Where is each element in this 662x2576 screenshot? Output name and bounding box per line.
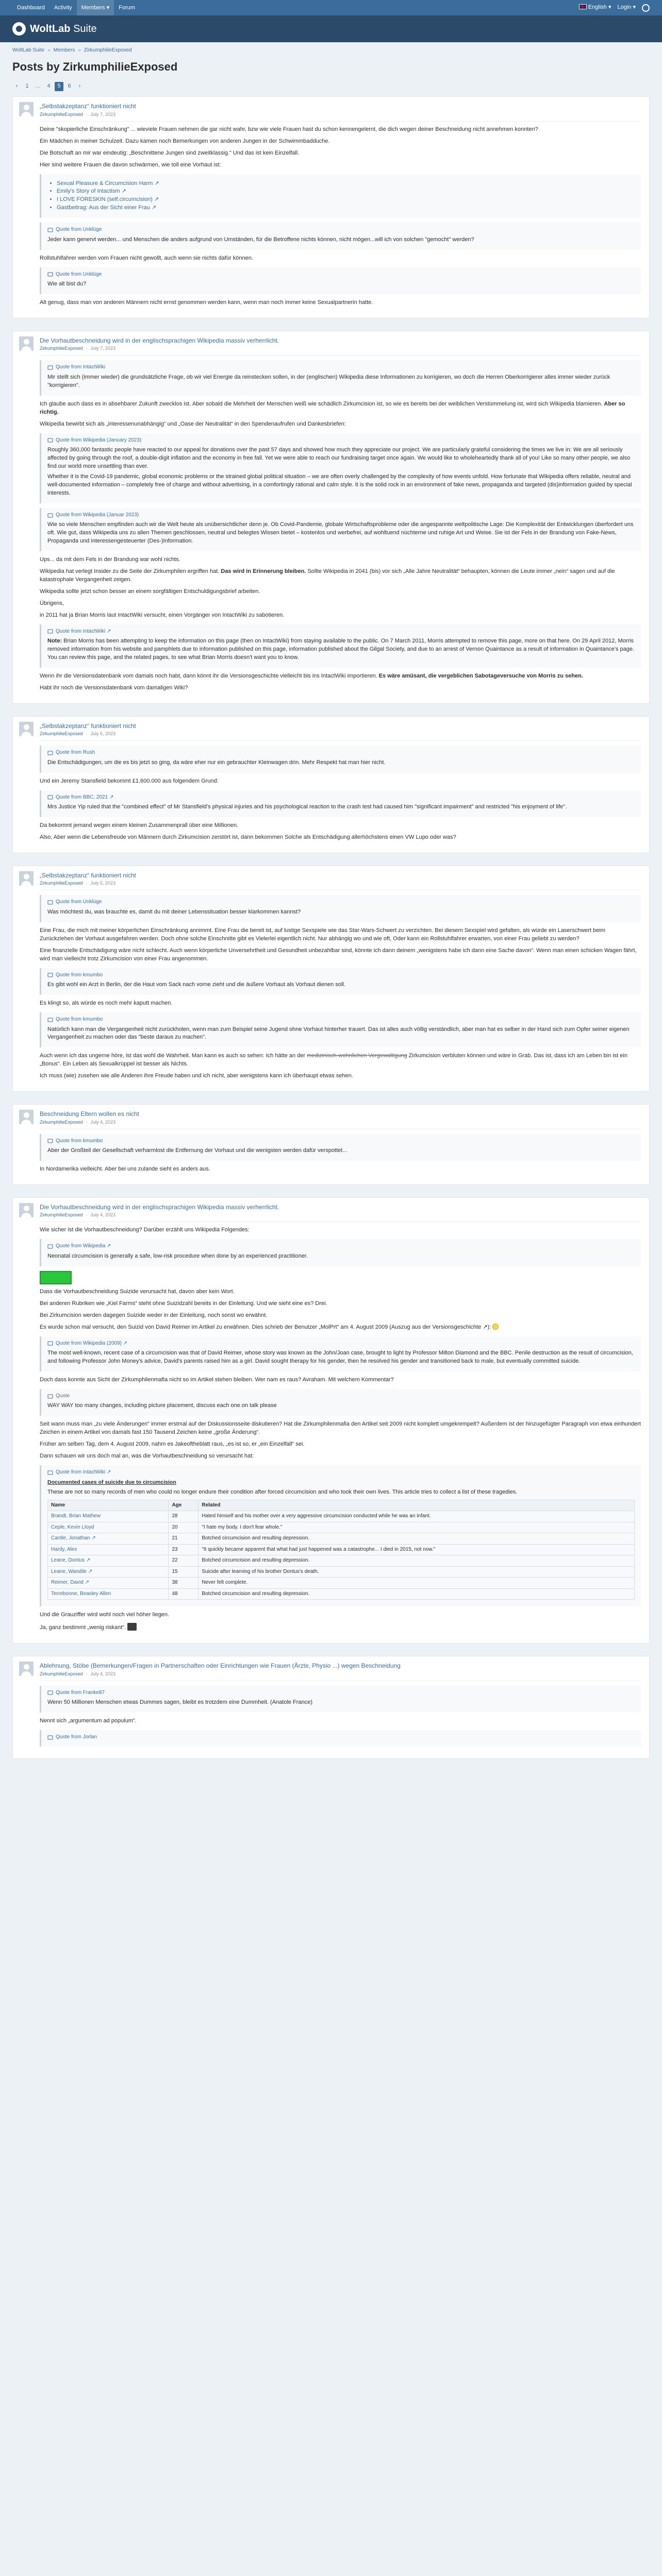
table-cell-name[interactable]: Leane, Wandile ↗ [48, 1566, 169, 1578]
post-date: July 4, 2023 [90, 1119, 116, 1125]
table-cell-age: 28 [169, 1511, 198, 1522]
quote-source[interactable]: Quote from Unklüge [56, 899, 102, 905]
quote-icon [47, 795, 53, 800]
quote-icon [47, 272, 53, 277]
pagination-next[interactable]: › [78, 83, 81, 90]
post-date: July 4, 2023 [90, 1671, 116, 1676]
pagination-page-5[interactable]: 5 [55, 82, 63, 91]
table-cell-name[interactable]: Leane, Dontus ↗ [48, 1555, 169, 1567]
quote-source[interactable]: Quote from kmumbo [56, 1138, 103, 1144]
quote-block [40, 1012, 641, 1047]
post-title-link[interactable]: Ablehnung, Stöbe (Bemerkungen/Fragen in Partnerschaften oder Einrichtungen wie Frauen (Ärzte, Physio ...) wegen Beschneidung [40, 1662, 401, 1670]
post-paragraph: Es wurde schon mal versucht, den Suizid von David Reimer im Artikel zu erwähnen. Dies schrieb der Benutzer „MolPrt" am 4. August 2009 (Auszug aus der Versionsgeschichte ↗): [40, 1324, 641, 1332]
table-cell-age: 21 [169, 1533, 198, 1545]
post: Ablehnung, Stöbe (Bemerkungen/Fragen in Partnerschaften oder Einrichtungen wie Frauen (Ärzte, Physio ...) wegen Beschneidung ZirkumphilieExposed · July 4, 2023 Quote from Franke87 Wenn 50 Millionen Menschen etwas Dummes sagen, bleibt es trotzdem eine Dummheit. (Anatole France) Nennt sich „argumentum ad populum“. Quote from Jorlan [12, 1656, 650, 1759]
post-paragraph: Wikipedia sollte jetzt schon besser an einem sorgfältigen Entschuldigungsbrief arbeiten. [40, 588, 260, 595]
site-header [0, 15, 662, 42]
pagination-ellipsis: … [35, 83, 41, 90]
quote-source[interactable]: Quote from kmumbo [56, 1016, 103, 1023]
quote-text: Note: Brian Morris has been attempting to keep the information on this page (then on IntactWiki) from staying available to the public. On 7 March 2011, Morris attempted to remove this page, more on that here. On 29 April 2012, Morris removed information from his website and pamphlets due to information published on this page, information published about the Gilgal Society, and due to an arrest of Vernon Quaintance as a result of information in Quaintance's page. You can review this page, and the related pages, to see what Brian Morris doesn't want you to know. [47, 638, 635, 661]
quote-source[interactable]: Quote from IntactWiki ↗ [56, 628, 111, 634]
quote-source[interactable]: Quote from Franke87 [56, 1689, 105, 1696]
top-bar [0, 0, 662, 15]
post-paragraph: Bei anderen Rubriken wie „Kiel Farms“ steht ohne Suizidzahl bereits in der Einleitung. Und wie sieht eine es? Drei. [40, 1300, 327, 1307]
nav-members[interactable]: Members ▾ [77, 0, 114, 15]
avatar[interactable] [19, 871, 34, 886]
uk-flag-icon [579, 4, 587, 9]
post: „Selbstakzeptanz“ funktioniert nicht ZirkumphilieExposed · July 7, 2023 Deine "skopierliche Einschränkung" ... wieviele Frauen nehmen die gar nicht wahr, bzw wie viele Frauen hast du schon kennengelernt, die dich wegen deiner Beschneidung nicht annehmen konnten? Ein Mädchen in meiner Schulzeit. Dazu kamen noch Bemerkungen von anderen Jungen in der Schwimmbadduche. Die Botschaft an mir war eindeutig: „Beschnittene Jungen sind zweitklassig.“ Und das ist kein Einzelfall. Hier sind weitere Frauen die davon schwärmen, wie toll eine Vorhaut ist: • Sexual Pleasure & Circumcision Harm ↗ • Emily's Story of Intactism ↗ • I LOVE FORESKIN (self.circumcision) ↗ • Gastbeitrag: Aus der Sicht einer Frau ↗ Quote from Unklüge Jeder kann genervt werden... und Menschen die anders aufgrund von Umständen, für die Betroffene nichts können, nicht mögen...will ich von solchen "gemocht" werden? Rollstuhlfahrer werden vom Frauen nicht gewollt, auch wenn sie nichts dafür können. Quote from Unklüge Wie alt bist du? Alt genug, dass man von anderen Männern nicht ernst genommen werden kann, wenn man noch immer keine Sexualpartnerin hatte. [12, 96, 650, 318]
external-link[interactable]: • I LOVE FORESKIN (self.circumcision) ↗ [57, 196, 635, 204]
language-label: English [588, 4, 607, 11]
avatar[interactable] [19, 1203, 34, 1217]
quote-icon [47, 1139, 53, 1143]
quote-icon [47, 900, 53, 905]
login-button[interactable]: Login ▾ [617, 4, 636, 11]
quote-text: Wie alt bist du? [47, 281, 87, 287]
quote-source[interactable]: Quote from kmumbo [56, 972, 103, 978]
quote-block [40, 360, 641, 395]
avatar[interactable] [19, 336, 34, 351]
pagination-page-1[interactable]: 1 [25, 83, 29, 90]
pagination-page-6[interactable]: 6 [68, 83, 71, 90]
post-title-link[interactable]: „Selbstakzeptanz“ funktioniert nicht [40, 872, 136, 879]
breadcrumb-home[interactable]: WoltLab Suite [12, 47, 45, 53]
post-paragraph: Ups... da mit dem Fels in der Brandung war wohl nichts. [40, 556, 180, 563]
embedded-image [40, 1271, 72, 1284]
post-paragraph: Hier sind weitere Frauen die davon schwärmen, wie toll eine Vorhaut ist: [40, 161, 221, 168]
post-paragraph: Bei Zirkumcision werden dagegen Suizide weder in der Einleitung, noch sonst wo erwähnt. [40, 1312, 268, 1318]
quote-icon [47, 228, 53, 232]
external-link[interactable]: • Emily's Story of Intactism ↗ [57, 188, 635, 196]
table-cell-name[interactable]: Brandt, Brian Mathew [48, 1511, 169, 1522]
post-paragraph: Ein Mädchen in meiner Schulzeit. Dazu kamen noch Bemerkungen von anderen Jungen in der Schwimmbadduche. [40, 138, 330, 144]
table-cell-name[interactable]: Hardy, Alex [48, 1544, 169, 1555]
external-link[interactable]: • Gastbeitrag: Aus der Sicht einer Frau ↗ [57, 204, 635, 212]
table-cell-name[interactable]: Reimer, David ↗ [48, 1578, 169, 1589]
post-author[interactable]: ZirkumphilieExposed [40, 1119, 83, 1125]
table-cell-name[interactable]: Ceple, Kevin Lloyd [48, 1522, 169, 1533]
quote-icon [47, 1244, 53, 1249]
post-paragraph: Die Botschaft an mir war eindeutig: „Beschnittene Jungen sind zweitklassig.“ Und das ist kein Einzelfall. [40, 149, 300, 156]
language-selector[interactable]: English ▾ [579, 4, 611, 12]
site-logo-text[interactable]: WoltLab Suite [30, 23, 97, 35]
post-paragraph: Ja, ganz bestimmt „wenig riskant“. [40, 1623, 641, 1632]
quote-text: Aber der Großteil der Gesellschaft verharmlost die Entfernung der Vorhaut und die wenigsten werden dafür verspottet... [47, 1147, 347, 1154]
avatar[interactable] [19, 722, 34, 736]
table-cell-related: "It quickly became apparent that what had just happened was a catastrophe... I died in 2015, not now." [198, 1544, 635, 1555]
post-paragraph: Es klingt so, als würde es noch mehr kaputt machen. [40, 1000, 173, 1007]
table-cell-related: Hated himself and his mother over a very aggressive circumcision conducted while he was an infant. [198, 1511, 635, 1522]
quote-icon [47, 1735, 53, 1740]
table-cell-age: 38 [169, 1578, 198, 1589]
quote-text: Mrs Justice Yip ruled that the "combined effect" of Mr Stansfield's physical injuries and his psychological reaction to the crash test had caused him "significant impairment" and restricted "his enjoyment of life". [47, 804, 567, 810]
quote-source: Quote [56, 1393, 70, 1399]
post-paragraph: Und die Grauziffer wird wohl noch viel höher liegen. [40, 1612, 170, 1618]
table-cell-age: 22 [169, 1555, 198, 1567]
quote-block [40, 1389, 641, 1416]
quote-block [40, 1686, 641, 1713]
post-paragraph: Dass die Vorhautbeschneidung Suizide verursacht hat, davon aber kein Wort. [40, 1288, 235, 1295]
post: Die Vorhautbeschneidung wird in der englischsprachigen Wikipedia massiv verherrlicht. ZirkumphilieExposed · July 4, 2023 Wie sicher ist die Vorhautbeschneidung? Darüber erzählt uns Wikipedia Folgendes: Quote from Wikipedia ↗ Neonatal circumcision is generally a safe, low-risk procedure when done by an experienced practitioner. Dass die Vorhautbeschneidung Suizide verursacht hat, davon aber kein Wort. Bei anderen Rubriken wie „Kiel Farms“ steht ohne Suizidzahl bereits in der Einleitung. Und wie sieht eine es? Drei. Bei Zirkumcision werden dagegen Suizide weder in der Einleitung, noch sonst wo erwähnt. Es wurde schon mal versucht, den Suizid von David Reimer im Artikel zu erwähnen. Dies schrieb der Benutzer „MolPrt" am 4. August 2009 (Auszug aus der Versionsgeschichte ↗): Quote from Wikipedia (2009) ↗ The most well-known, recent case of a circumcision was that of David Reimer, whose story was known as the John/Joan case, brought to light by Professor Milton Diamond and the BBC. Penile destruction as the result of circumcision, and following Professor John Money's advice, David's parents raised him as a girl. David sought therapy for his gender, then he resolved his gender and transitioned back to male, but eventually committed suicide. Doch dass konnte aus Sicht der Zirkumphilenmafia nicht so im Artikel stehen bleiben. Wer nam es raus? Avraham. Mit welchem Kommentar? Quote WAY WAY too many changes, including picture placement, discuss each one on talk please Seit wann muss man „zu viele Änderungen“ immer erstmal auf der Diskussionsseite diskutieren? Hat die Zirkumphilenmafia den Artikel seit 2009 nicht komplett umgekrempelt? Außerdem ist der hinzugefügter Paragraph von etwa einhundert Zeichen in einem Artikel von damals fast 150 Tausend Zeichen keine „große Änderung“. Früher am selben Tag, dem 4. August 2009, nahm es Jakeoftheblatt raus, „es ist so, er „ein Einzelfall“ sei. Dann schauen wir uns doch mal an, was die Vorhautbeschneidung so verursacht hat: Quote from IntactWiki ↗ Documented cases of suicide due to circumcision These are not so many records of men who could no longer endure their condition after forced circumcision and who took their own lives. This article tries to collect a list of these tragedies. Name Age Related Brandt, Brian Mathew 28 Hated himself and his mother over a very aggressive circumcision conducted while he was an infant. Ceple, Kevin Lloyd 20 "I hate my body. I don't fear whole." Cantle, Jonathan ↗ 21 Botched circumcision and resulting depression. Hardy, Alex 23 "It quickly became apparent that what had just happened was a catastrophe... I died in 2015, not now." Leane, Dontus ↗ 22 Botched circumcision and resulting depression. Leane, Wandile ↗ 15 Suicide after learning of his brother Dontus's death. Reimer, David ↗ 38 Never felt complete. Terrebonne, Beasley Allen 48 Botched circumcision and resulting depression. Und die Grauziffer wird wohl noch viel höher liegen. Ja, ganz bestimmt „wenig riskant“. [12, 1197, 650, 1643]
quote-text: These are not so many records of men who could no longer endure their condition after forced circumcision and who took their own lives. This article tries to collect a list of these tragedies. [47, 1488, 518, 1495]
post-paragraph: Deine "skopierliche Einschränkung" ... wieviele Frauen nehmen die gar nicht wahr, bzw wie viele Frauen hast du schon kennengelernt, die dich wegen deiner Beschneidung nicht annehmen konnten? [40, 126, 538, 132]
quote-block [40, 267, 641, 294]
quote-block [40, 1134, 641, 1161]
post: Die Vorhautbeschneidung wird in der englischsprachigen Wikipedia massiv verherrlicht. ZirkumphilieExposed · July 7, 2023 Quote from IntactWiki Mir stellt sich (immer wieder) die grundsätzliche Frage, ob wir viel Energie da reinstecken sollen, in der (englischen) Wikipedia diese Informationen zu korrigieren, wo doch die Herren Oberkorrigierer alles immer wieder zurück "korrigieren". Ich glaube auch dass es in absehbarer Zukunft zwecklos ist. Aber sobald die Mehrheit der Menschen weiß wie schädlich Zirkumcision ist, so wie es bereits bei der weiblichen Verstümmelung ist, wird sich Wikipedia blamieren. Aber so richtig. Wikipedia bewirbt sich als „interessenunabhängig“ und „Oase der Neutralität“ in den Spendenaufrufen und Dankesbriefen: Quote from Wikipedia (January 2023) Roughly 360,000 fantastic people have reacted to our appeal for donations over the past 57 days and showed how much they appreciate our project. We are particularly grateful considering the times we live in: We are all seriously affected by going through the roof, a double-digit inflation and the economy in free fall. Yet we were able to reach our fundraising target once again. We would like to wholeheartedly thank all of you! Like so many other people, we also find our world more unsettling than ever. Whether it is the Covid-19 pandemic, global economic problems or the strained global political situation – we are often overly challenged by the complexity of how events unfold. How fortunate that Wikipedia offers reliable, neutral and well-documented information – completely free of charge and without advertising, in a comfortingly rational and calm style. It is the solid rock in an environment of fake news, propaganda and targeted (dis)information guided by special interests. Quote from Wikipedia (Januar 2023) Wie so viele Menschen empfinden auch wir die Welt heute als unübersichtlicher denn je. Ob Covid-Pandemie, globale Wirtschaftsprobleme oder die angespannte weltpolitische Lage: Die Komplexität der Entwicklungen überfordert uns oft. Wie gut, dass Wikipedia uns zu allen Themen geschlossen, neutral und belegtes Wissen bietet – kostenlos und werbefrei, auf wohltuend nüchterne und ruhige Art und Weise. Sie ist der Fels in der Brandung von Fake-News, Propaganda und interessengesteuerter (Des-)Information. Ups... da mit dem Fels in der Brandung war wohl nichts. Wikipedia hat verlegt Insider zu die Seite der Zirkumphilen ergriffen hat. Das wird in Erinnerung bleiben. Sollte Wikipedia in 2041 (bis) vor sich „Alle Jahre Neutralität“ behaupten, können die Leute immer „nein“ sagen und auf die katastrophale Vergangenheit zeigen. Wikipedia sollte jetzt schon besser an einem sorgfältigen Entschuldigungsbrief arbeiten. Übrigens, in 2011 hat ja Brian Morris laut IntactWiki versucht, einen Vorgänger von IntactWiki zu sabotieren. Quote from IntactWiki ↗ Note: Brian Morris has been attempting to keep the information on this page (then on IntactWiki) from staying available to the public. On 7 March 2011, Morris attempted to remove this page, more on that here. On 29 April 2012, Morris removed information from his website and pamphlets due to information published on this page, information published about the Gilgal Society, and due to an arrest of Vernon Quaintance as a result of information in Quaintance's page. You can review this page, and the related pages, to see what Brian Morris doesn't want you to know. Wenn ihr die Versionsdatenbank vom damals noch habt, dann könnt ihr die Versionsgeschichte vielleicht bis ins IntactWiki importieren. Es wäre amüsant, die vergeblichen Sabotageversuche von Morris zu sehen. Habt ihr noch die Versionsdatenbank vom damaligen Wiki? [12, 331, 650, 704]
table-cell-related: "I hate my body. I don't fear whole." [198, 1522, 635, 1533]
post-paragraph: Wikipedia bewirbt sich als „interessenunabhängig“ und „Oase der Neutralität“ in den Spendenaufrufen und Dankesbriefen: [40, 420, 346, 427]
nav-forum[interactable]: Forum [119, 5, 135, 11]
post-paragraph: in 2011 hat ja Brian Morris laut IntactWiki versucht, einen Vorgänger von IntactWiki zu sabotieren. [40, 612, 285, 618]
pagination-prev[interactable]: ‹ [15, 83, 18, 90]
post-paragraph: Ich glaube auch dass es in absehbarer Zukunft zwecklos ist. Aber sobald die Mehrheit der Menschen weiß wie schädlich Zirkumcision ist, so wie es bereits bei der weiblichen Verstümmelung ist, wird sich Wikipedia blamieren. Aber so richtig. [40, 400, 625, 415]
quote-text: Jeder kann genervt werden... und Menschen die anders aufgrund von Umständen, für die Betroffene nichts können, nicht mögen...will ich von solchen "gemocht" werden? [47, 236, 474, 243]
table-row [48, 1522, 635, 1533]
quote-source[interactable]: Quote from Wikipedia (January 2023) [56, 437, 142, 443]
table-cell-related: Botched circumcision and resulting depression. [198, 1555, 635, 1567]
post-date: July 7, 2023 [90, 346, 116, 351]
breadcrumb: WoltLab Suite » Members » ZirkumphilieExposed [12, 42, 650, 55]
post-paragraph: Da bekommt jemand wegen einem kleinen Zusammenprall über eine Millionen. [40, 822, 239, 829]
table-row [48, 1566, 635, 1578]
post-author[interactable]: ZirkumphilieExposed [40, 346, 83, 351]
post: „Selbstakzeptanz“ funktioniert nicht ZirkumphilieExposed · July 5, 2023 Quote from Rush Die Entschädigungen, um die es bis jetzt so ging, da wäre eher nur ein gebrauchter Kleinwagen drin. Mehr Respekt hat man hier nicht. Und ein Jeremy Stansfield bekommt £1.600.000 aus folgendem Grund: Quote from BBC, 2021 ↗ Mrs Justice Yip ruled that the "combined effect" of Mr Stansfield's physical injuries and his psychological reaction to the crash test had caused him "significant impairment" and restricted "his enjoyment of life". Da bekommt jemand wegen einem kleinen Zusammenprall über eine Millionen. Also, Aber wenn die Lebensfreude von Männern durch Zirkumcision zerstört ist, dann bekommen Solche als Entschädigung allerhöchstens einen VW Lupo oder was? [12, 716, 650, 853]
post-paragraph: Habt ihr noch die Versionsdatenbank vom damaligen Wiki? [40, 684, 188, 691]
post-list [12, 96, 650, 1759]
quote-block [40, 745, 641, 772]
quote-icon [47, 629, 53, 634]
avatar[interactable] [19, 102, 34, 116]
quote-source[interactable]: Quote from Unklüge [56, 271, 102, 277]
post-paragraph: Rollstuhlfahrer werden vom Frauen nicht gewollt, auch wenn sie nichts dafür können. [40, 255, 253, 261]
table-cell-related: Never felt complete. [198, 1578, 635, 1589]
post: „Selbstakzeptanz“ funktioniert nicht ZirkumphilieExposed · July 5, 2023 Quote from Unklüge Was möchtest du, was brauchte es, damit du mit deiner Lebenssituation besser klarkommen kannst? Eine Frau, die mich mit meiner körperlichen Einschränkung annimmt. Eine Frau die bereit ist, auf lustige Sexspiele wie das Star-Wars-Schwert zu verzichten. Bei diesem Sexspiel wird gefalten, als würde ein Laserschwert beim Zurückziehen der Vorhaut ausgefahren werden. Doch ohne solche Einschnitte gibt es Vielerlei eigentlich nicht. Nur abhängig wo und wie oft, Oder kann ein Rollstuhlfahrer erwarten, von einer Frau geliebt zu werden? Eine finanzielle Entschädigung wäre nicht schlecht. Auch wenn körperliche Unversehrtheit und Gesundheit unbezahlbar sind, könnte ich dann deinem „wenigstens habe ich dann eine Sache davon“. Wenn man einen schicken Wagen fährt, wird man vielleicht trotz Zirkumcision von einer Frau angenommen. Quote from kmumbo Es gibt wohl ein Arzt in Berlin, der die Haut vom Sack nach vorne zieht und die äußere Vorhaut als Vorhaut dienen soll. Es klingt so, als würde es noch mehr kaputt machen. Quote from kmumbo Natürlich kann man die Vergangenheit nicht zurückholen, wenn man zum Beispiel seine Jugend ohne Vorhaut hinterher trauert. Das ist alles auch völlig verständlich, aber man hat es selber in der Hand sich zum Opfer seiner eigenen Vergangenheit zu machen oder das "beste daraus zu machen". Auch wenn ich das ungerne höre, ist das wohl die Wahrheit. Man kann es auch so sehen: Ich hätte an der medizinisch-wohnlichen Vergewaltigung Zirkumcision verbluten können und wäre in Grab. Das ist, dass ich am Leben bin ist ein „Bonus“. Ein Leben als Sexualkrüppel ist besser als Nichts. Ich muss (wie) zusehen wie alle Anderen ihre Freude haben und ich nicht, aber wenigstens kann ich überhaupt etwas sehen. [12, 866, 650, 1092]
link-list-quote [40, 174, 641, 218]
post-paragraph: Und ein Jeremy Stansfield bekommt £1.600.000 aus folgendem Grund: [40, 777, 219, 784]
table-cell-related: Botched circumcision and resulting depression. [198, 1533, 635, 1545]
facepalm-icon [127, 1623, 137, 1631]
table-cell-name[interactable]: Terrebonne, Beasley Allen [48, 1588, 169, 1600]
suicide-cases-table [47, 1500, 635, 1600]
table-row [48, 1588, 635, 1600]
post-paragraph: Eine Frau, die mich mit meiner körperlichen Einschränkung annimmt. Eine Frau die bereit ist, auf lustige Sexspiele wie das Star-Wars-Schwert zu verzichten. Bei diesem Sexspiel wird gefalten, als würde ein Laserschwert beim Zurückziehen der Vorhaut ausgefahren werden. Doch ohne solche Einschnitte gibt es Vielerlei eigentlich nicht. Nur abhängig wo und wie oft, Oder kann ein Rollstuhlfahrer erwarten, von einer Frau geliebt zu werden? [40, 927, 606, 942]
quote-text: Roughly 360,000 fantastic people have reacted to our appeal for donations over the past 57 days and showed how much they appreciate our project. We are particularly grateful considering the times we live in: We are all seriously affected by going through the roof, a double-digit inflation and the economy in free fall. Yet we were able to reach our fundraising target once again. We would like to wholeheartedly thank all of you! Like so many other people, we also find our world more unsettling than ever. [47, 447, 631, 470]
table-cell-name[interactable]: Cantle, Jonathan ↗ [48, 1533, 169, 1545]
post-date: July 5, 2023 [90, 731, 116, 737]
post-author[interactable]: ZirkumphilieExposed [40, 1671, 83, 1676]
table-header: Name [48, 1500, 169, 1511]
quote-block [40, 968, 641, 995]
quote-source[interactable]: Quote from Wikipedia (Januar 2023) [56, 512, 139, 518]
nav-activity[interactable]: Activity [54, 5, 72, 11]
quote-icon [47, 751, 53, 755]
quote-text: Wie so viele Menschen empfinden auch wir die Welt heute als unübersichtlicher denn je. Ob Covid-Pandemie, globale Wirtschaftsprobleme oder die angespannte weltpolitische Lage: Die Komplexität der Entwicklungen überfordert uns oft. Wie gut, dass Wikipedia uns zu allen Themen geschlossen, neutral und belegtes Wissen bietet – kostenlos und werbefrei, auf wohltuend nüchterne und ruhige Art und Weise. Sie ist der Fels in der Brandung von Fake-News, Propaganda und interessengesteuerter (Des-)Information. [47, 521, 634, 545]
breadcrumb-user[interactable]: ZirkumphilieExposed [84, 47, 132, 53]
table-header: Related [198, 1500, 635, 1511]
post-date: July 4, 2023 [90, 1212, 116, 1218]
quote-icon [47, 513, 53, 518]
quote-text: Die Entschädigungen, um die es bis jetzt so ging, da wäre eher nur ein gebrauchter Kleinwagen drin. Mehr Respekt hat man hier nicht. [47, 759, 386, 766]
table-cell-age: 20 [169, 1522, 198, 1533]
quote-block [40, 223, 641, 249]
post-paragraph: In Nordamerika vielleicht. Aber bei uns zulande sieht es anders aus. [40, 1166, 210, 1173]
quote-source[interactable]: Quote from Wikipedia ↗ [56, 1243, 111, 1249]
quote-block [40, 1239, 641, 1266]
post-author[interactable]: ZirkumphilieExposed [40, 880, 83, 886]
post-paragraph: Doch dass konnte aus Sicht der Zirkumphilenmafia nicht so im Artikel stehen bleiben. Wer nam es raus? Avraham. Mit welchem Kommentar? [40, 1376, 394, 1383]
quote-icon [47, 365, 53, 370]
table-cell-age: 23 [169, 1544, 198, 1555]
quote-block [40, 790, 641, 817]
post-paragraph: Wikipedia hat verlegt Insider zu die Seite der Zirkumphilen ergriffen hat. Das wird in Erinnerung bleiben. Sollte Wikipedia in 2041 (bis) vor sich „Alle Jahre Neutralität“ behaupten, können die Leute immer „nein“ sagen und auf die katastrophale Vergangenheit zeigen. [40, 568, 615, 583]
quote-block [40, 508, 641, 551]
table-header: Age [169, 1500, 198, 1511]
quote-block [40, 624, 641, 668]
main-nav [12, 0, 140, 15]
table-cell-related: Botched circumcision and resulting depression. [198, 1588, 635, 1600]
post-author[interactable]: ZirkumphilieExposed [40, 731, 83, 737]
quote-block [40, 1465, 641, 1606]
post-paragraph: Ich muss (wie) zusehen wie alle Anderen ihre Freude haben und ich nicht, aber wenigstens kann ich überhaupt etwas sehen. [40, 1073, 353, 1079]
post-paragraph: Nennt sich „argumentum ad populum“. [40, 1717, 137, 1724]
post-paragraph: Seit wann muss man „zu viele Änderungen“ immer erstmal auf der Diskussionsseite diskutieren? Hat die Zirkumphilenmafia den Artikel seit 2009 nicht komplett umgekrempelt? Außerdem ist der hinzugefügter Paragraph von etwa einhundert Zeichen in einem Artikel von damals fast 150 Tausend Zeichen keine „große Änderung“. [40, 1421, 641, 1436]
post-paragraph: Alt genug, dass man von anderen Männern nicht ernst genommen werden kann, wenn man noch immer keine Sexualpartnerin hatte. [40, 299, 373, 306]
quote-block [40, 1730, 641, 1747]
post-author[interactable]: ZirkumphilieExposed [40, 1212, 83, 1218]
post-paragraph: Wenn ihr die Versionsdatenbank vom damals noch habt, dann könnt ihr die Versionsgeschichte vielleicht bis ins IntactWiki importieren. Es wäre amüsant, die vergeblichen Sabotageversuche von Morris zu sehen. [40, 673, 583, 680]
quote-text: WAY WAY too many changes, including picture placement, discuss each one on talk please [47, 1402, 277, 1409]
quote-icon [47, 1470, 53, 1475]
search-icon[interactable] [642, 4, 650, 12]
avatar[interactable] [19, 1662, 34, 1676]
quote-source[interactable]: Quote from IntactWiki ↗ [56, 1469, 111, 1476]
external-link[interactable]: • Sexual Pleasure & Circumcision Harm ↗ [57, 180, 635, 188]
post-paragraph: Dann schauen wir uns doch mal an, was die Vorhautbeschneidung so verursacht hat: [40, 1453, 254, 1460]
post-title-link[interactable]: „Selbstakzeptanz“ funktioniert nicht [40, 722, 136, 730]
post-paragraph: Eine finanzielle Entschädigung wäre nicht schlecht. Auch wenn körperliche Unversehrtheit und Gesundheit unbezahlbar sind, könnte ich dann deinem „wenigstens habe ich dann eine Sache davon“. Wenn man einen schicken Wagen fährt, wird man vielleicht trotz Zirkumcision von einer Frau angenommen. [40, 947, 637, 962]
table-cell-age: 48 [169, 1588, 198, 1600]
post-paragraph: Wie sicher ist die Vorhautbeschneidung? Darüber erzählt uns Wikipedia Folgendes: [40, 1227, 250, 1233]
page-title: Posts by ZirkumphilieExposed [12, 60, 178, 73]
pagination [12, 82, 650, 91]
quote-source[interactable]: Quote from Jorlan [56, 1734, 97, 1740]
quote-block [40, 433, 641, 503]
post-title-link[interactable]: Die Vorhautbeschneidung wird in der englischsprachigen Wikipedia massiv verherrlicht. [40, 1204, 279, 1211]
quote-text: Mir stellt sich (immer wieder) die grundsätzliche Frage, ob wir viel Energie da reinstecken sollen, in der (englischen) Wikipedia diese Informationen zu korrigieren, wo doch die Herren Oberkorrigierer alles immer wieder zurück "korrigieren". [47, 374, 610, 388]
quote-source[interactable]: Quote from Rush [56, 750, 95, 756]
quote-text: Was möchtest du, was brauchte es, damit du mit deiner Lebenssituation besser klarkommen kannst? [47, 908, 301, 915]
quote-icon [47, 973, 53, 977]
table-row [48, 1578, 635, 1589]
quote-block [40, 895, 641, 922]
quote-block [40, 1336, 641, 1371]
post-date: July 5, 2023 [90, 880, 116, 886]
quote-text: Natürlich kann man die Vergangenheit nicht zurückholen, wenn man zum Beispiel seine Jugend ohne Vorhaut hinterher trauert. Das ist alles auch völlig verständlich, aber man hat es selber in der Hand sich zum Opfer seiner eigenen Vergangenheit zu machen oder das "beste daraus zu machen". [47, 1026, 630, 1041]
nav-dashboard[interactable]: Dashboard [17, 5, 45, 11]
table-cell-related: Suicide after learning of his brother Dontus's death. [198, 1566, 635, 1578]
table-row [48, 1544, 635, 1555]
post-title-link[interactable]: Beschneidung Eltern wollen es nicht [40, 1110, 139, 1118]
quote-icon [47, 438, 53, 443]
quote-text: Wenn 50 Millionen Menschen etwas Dummes sagen, bleibt es trotzdem eine Dummheit. (Anatole France) [47, 1699, 312, 1706]
quote-text: Neonatal circumcision is generally a safe, low-risk procedure when done by an experienced practitioner. [47, 1252, 308, 1259]
quote-icon [47, 1018, 53, 1022]
table-cell-age: 15 [169, 1566, 198, 1578]
quote-icon [47, 1690, 53, 1695]
post-author[interactable]: ZirkumphilieExposed [40, 111, 83, 117]
quote-text: The most well-known, recent case of a circumcision was that of David Reimer, whose story was known as the John/Joan case, brought to light by Professor Milton Diamond and the BBC. Penile destruction as the result of circumcision, and following Professor John Money's advice, David's parents raised him as a girl. David sought therapy for his gender, then he resolved his gender and transitioned back to male, but eventually committed suicide. [47, 1350, 633, 1365]
post-title-link[interactable]: „Selbstakzeptanz“ funktioniert nicht [40, 103, 136, 110]
quote-source[interactable]: Quote from Unklüge [56, 227, 102, 233]
quote-icon [47, 1341, 53, 1346]
table-row [48, 1511, 635, 1522]
post-paragraph: Früher am selben Tag, dem 4. August 2009, nahm es Jakeoftheblatt raus, „es ist so, er „ein Einzelfall“ sei. [40, 1441, 305, 1448]
post: Beschneidung Eltern wollen es nicht ZirkumphilieExposed · July 4, 2023 Quote from kmumbo Aber der Großteil der Gesellschaft verharmlost die Entfernung der Vorhaut und die wenigsten werden dafür verspottet... In Nordamerika vielleicht. Aber bei uns zulande sieht es anders aus. [12, 1104, 650, 1185]
post-paragraph: Also, Aber wenn die Lebensfreude von Männern durch Zirkumcision zerstört ist, dann bekommen Solche als Entschädigung allerhöchstens einen VW Lupo oder was? [40, 834, 456, 841]
quote-source[interactable]: Quote from BBC, 2021 ↗ [56, 794, 114, 800]
post-date: July 7, 2023 [90, 111, 116, 117]
quote-source[interactable]: Quote from IntactWiki [56, 364, 106, 370]
table-row [48, 1555, 635, 1567]
post-title-link[interactable]: Die Vorhautbeschneidung wird in der englischsprachigen Wikipedia massiv verherrlicht. [40, 337, 279, 345]
post-paragraph: Übrigens, [40, 600, 64, 606]
quote-text: Es gibt wohl ein Arzt in Berlin, der die Haut vom Sack nach vorne zieht und die äußere Vorhaut als Vorhaut dienen soll. [47, 981, 345, 988]
smiley-icon [492, 1324, 499, 1330]
pagination-page-4[interactable]: 4 [47, 83, 51, 90]
quote-icon [47, 1394, 53, 1399]
quote-source[interactable]: Quote from Wikipedia (2009) ↗ [56, 1340, 127, 1346]
breadcrumb-members[interactable]: Members [53, 47, 75, 53]
table-caption: Documented cases of suicide due to circumcision [47, 1479, 176, 1485]
table-row [48, 1533, 635, 1545]
post-paragraph: Auch wenn ich das ungerne höre, ist das wohl die Wahrheit. Man kann es auch so sehen: Ich hätte an der medizinisch-wohnlichen Vergewaltigung Zirkumcision verbluten können und wäre in Grab. Das ist, dass ich am Leben bin ist ein „Bonus“. Ein Leben als Sexualkrüppel ist besser als Nichts. [40, 1053, 627, 1067]
woltlab-logo-icon[interactable] [12, 22, 26, 36]
quote-text: Whether it is the Covid-19 pandemic, global economic problems or the strained global political situation – we are often overly challenged by the complexity of how events unfold. How fortunate that Wikipedia offers reliable, neutral and well-documented information – completely free of charge and without advertising, in a comfortingly rational and calm style. It is the solid rock in an environment of fake news, propaganda and targeted (dis)information guided by special interests. [47, 473, 632, 496]
avatar[interactable] [19, 1110, 34, 1124]
